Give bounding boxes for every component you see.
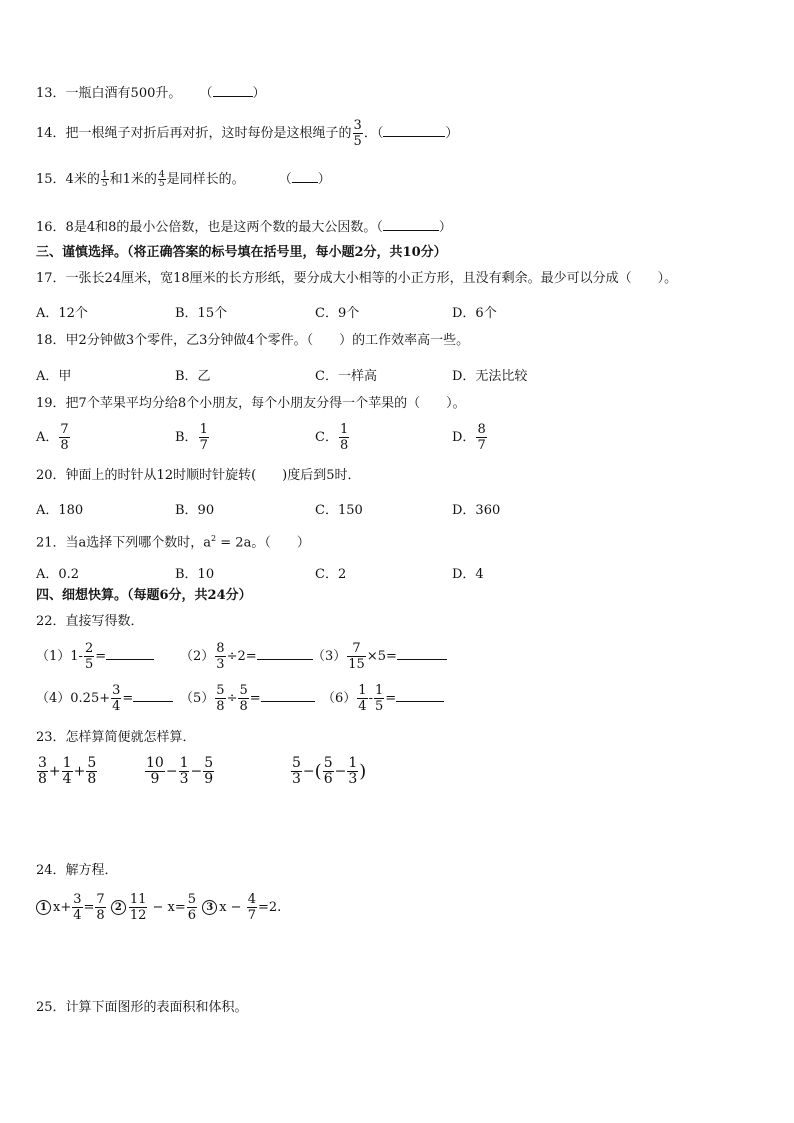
q17-option-c[interactable]: C．9个 — [315, 306, 360, 321]
q21-option-c[interactable]: C．2 — [315, 567, 347, 582]
q19-option-d[interactable]: D． $\frac{8}{7}$ — [452, 422, 486, 453]
q22-item-5: （5） $\frac{5}{8}$ ÷ $\frac{5}{8}$ = — [180, 683, 315, 714]
question-22-title: 22．直接写得数． — [36, 614, 144, 629]
q22-item-3: （3） $\frac{7}{15}$ ×5= — [312, 641, 447, 672]
q20-option-c[interactable]: C．150 — [315, 503, 363, 518]
answer-blank[interactable] — [257, 647, 313, 660]
question-14: 14．把一根绳子对折后再对折，这时每份是这根绳子的 $\frac{3}{5}$ ．（ ） — [36, 118, 459, 149]
circled-number: 1 — [36, 900, 51, 915]
answer-blank[interactable] — [261, 689, 315, 702]
q21-option-b[interactable]: B．10 — [175, 567, 215, 582]
question-25: 25．计算下面图形的表面积和体积。 — [36, 1000, 248, 1015]
answer-blank[interactable] — [397, 647, 447, 660]
answer-blank[interactable] — [396, 689, 444, 702]
q19-option-b[interactable]: B． $\frac{1}{7}$ — [175, 422, 208, 453]
q24-equations: 1 x+ $\frac{3}{4}$ = $\frac{7}{8}$ 2 $\frac{11}{12}$ − x= $\frac{5}{6}$ 3 x − $\frac{4}{7}$ =2. — [36, 892, 281, 923]
section-4-title: 四、细想快算。（每题6分，共24分） — [36, 588, 252, 603]
q17-option-a[interactable]: A．12个 — [36, 306, 88, 321]
q23-expression-3: $\frac{5}{3}$ −( $\frac{5}{6}$ − $\frac{1}{3}$ ) — [292, 755, 367, 787]
q23-expression-1: $\frac{3}{8}$ + $\frac{1}{4}$ + $\frac{5}{8}$ — [38, 755, 97, 787]
q18-option-c[interactable]: C．一样高 — [315, 369, 377, 384]
question-23-title: 23．怎样算简便就怎样算． — [36, 730, 196, 745]
q20-option-b[interactable]: B．90 — [175, 503, 215, 518]
q22-item-4: （4）0.25+ $\frac{3}{4}$ = — [36, 683, 173, 714]
question-13: 13．一瓶白酒有500升。 （ ） — [36, 86, 266, 101]
answer-blank[interactable] — [106, 647, 154, 660]
question-20: 20．钟面上的时针从12时顺时针旋转( )度后到5时． — [36, 468, 361, 483]
q22-item-2: （2） $\frac{8}{3}$ ÷2= — [180, 641, 313, 672]
answer-blank[interactable] — [383, 124, 445, 137]
question-16: 16．8是4和8的最小公倍数，也是这两个数的最大公因数。（ ） — [36, 220, 452, 235]
question-21: 21．当a选择下列哪个数时，$a^2 = 2a$。（ ） — [36, 534, 310, 551]
q23-expression-2: $\frac{10}{9}$ − $\frac{1}{3}$ − $\frac{5}{9}$ — [146, 755, 214, 787]
question-17: 17．一张长24厘米，宽18厘米的长方形纸，要分成大小相等的小正方形，且没有剩余。最少可以分成（ ）。 — [36, 271, 678, 286]
answer-blank[interactable] — [133, 689, 173, 702]
fraction: $\frac{1}{5}$ — [101, 170, 108, 189]
q22-item-1: （1）1- $\frac{2}{5}$ = — [36, 641, 154, 672]
q20-option-d[interactable]: D．360 — [452, 503, 501, 518]
fraction: $\frac{4}{5}$ — [158, 170, 165, 189]
section-3-title: 三、谨慎选择。（将正确答案的标号填在括号里，每小题2分，共10分） — [36, 245, 447, 260]
answer-blank[interactable] — [383, 218, 439, 231]
question-24-title: 24．解方程． — [36, 863, 118, 878]
answer-blank[interactable] — [213, 84, 253, 97]
q20-option-a[interactable]: A．180 — [36, 503, 84, 518]
q21-option-a[interactable]: A．0.2 — [36, 567, 80, 582]
question-19: 19．把7个苹果平均分给8个小朋友，每个小朋友分得一个苹果的（ ）。 — [36, 396, 466, 411]
q17-option-b[interactable]: B．15个 — [175, 306, 228, 321]
question-15: 15．4米的 $\frac{1}{5}$ 和1米的 $\frac{4}{5}$ 是同样长的。 （ ） — [36, 170, 331, 189]
answer-blank[interactable] — [292, 170, 318, 183]
q21-option-d[interactable]: D．4 — [452, 567, 484, 582]
fraction: $\frac{3}{5}$ — [353, 118, 362, 149]
q17-option-d[interactable]: D．6个 — [452, 306, 497, 321]
q18-option-b[interactable]: B．乙 — [175, 369, 211, 384]
circled-number: 2 — [111, 900, 126, 915]
q14-text: 14．把一根绳子对折后再对折，这时每份是这根绳子的 — [36, 126, 352, 141]
q19-option-a[interactable]: A． $\frac{7}{8}$ — [36, 422, 69, 453]
q18-option-d[interactable]: D．无法比较 — [452, 369, 528, 384]
q18-option-a[interactable]: A．甲 — [36, 369, 72, 384]
question-18: 18．甲2分钟做3个零件，乙3分钟做4个零件。（ ）的工作效率高一些。 — [36, 333, 470, 348]
q19-option-c[interactable]: C． $\frac{1}{8}$ — [315, 422, 349, 453]
q22-item-6: （6） $\frac{1}{4}$ - $\frac{1}{5}$ = — [322, 683, 444, 714]
q13-text: 13．一瓶白酒有500升。 — [36, 86, 182, 101]
circled-number: 3 — [202, 900, 217, 915]
